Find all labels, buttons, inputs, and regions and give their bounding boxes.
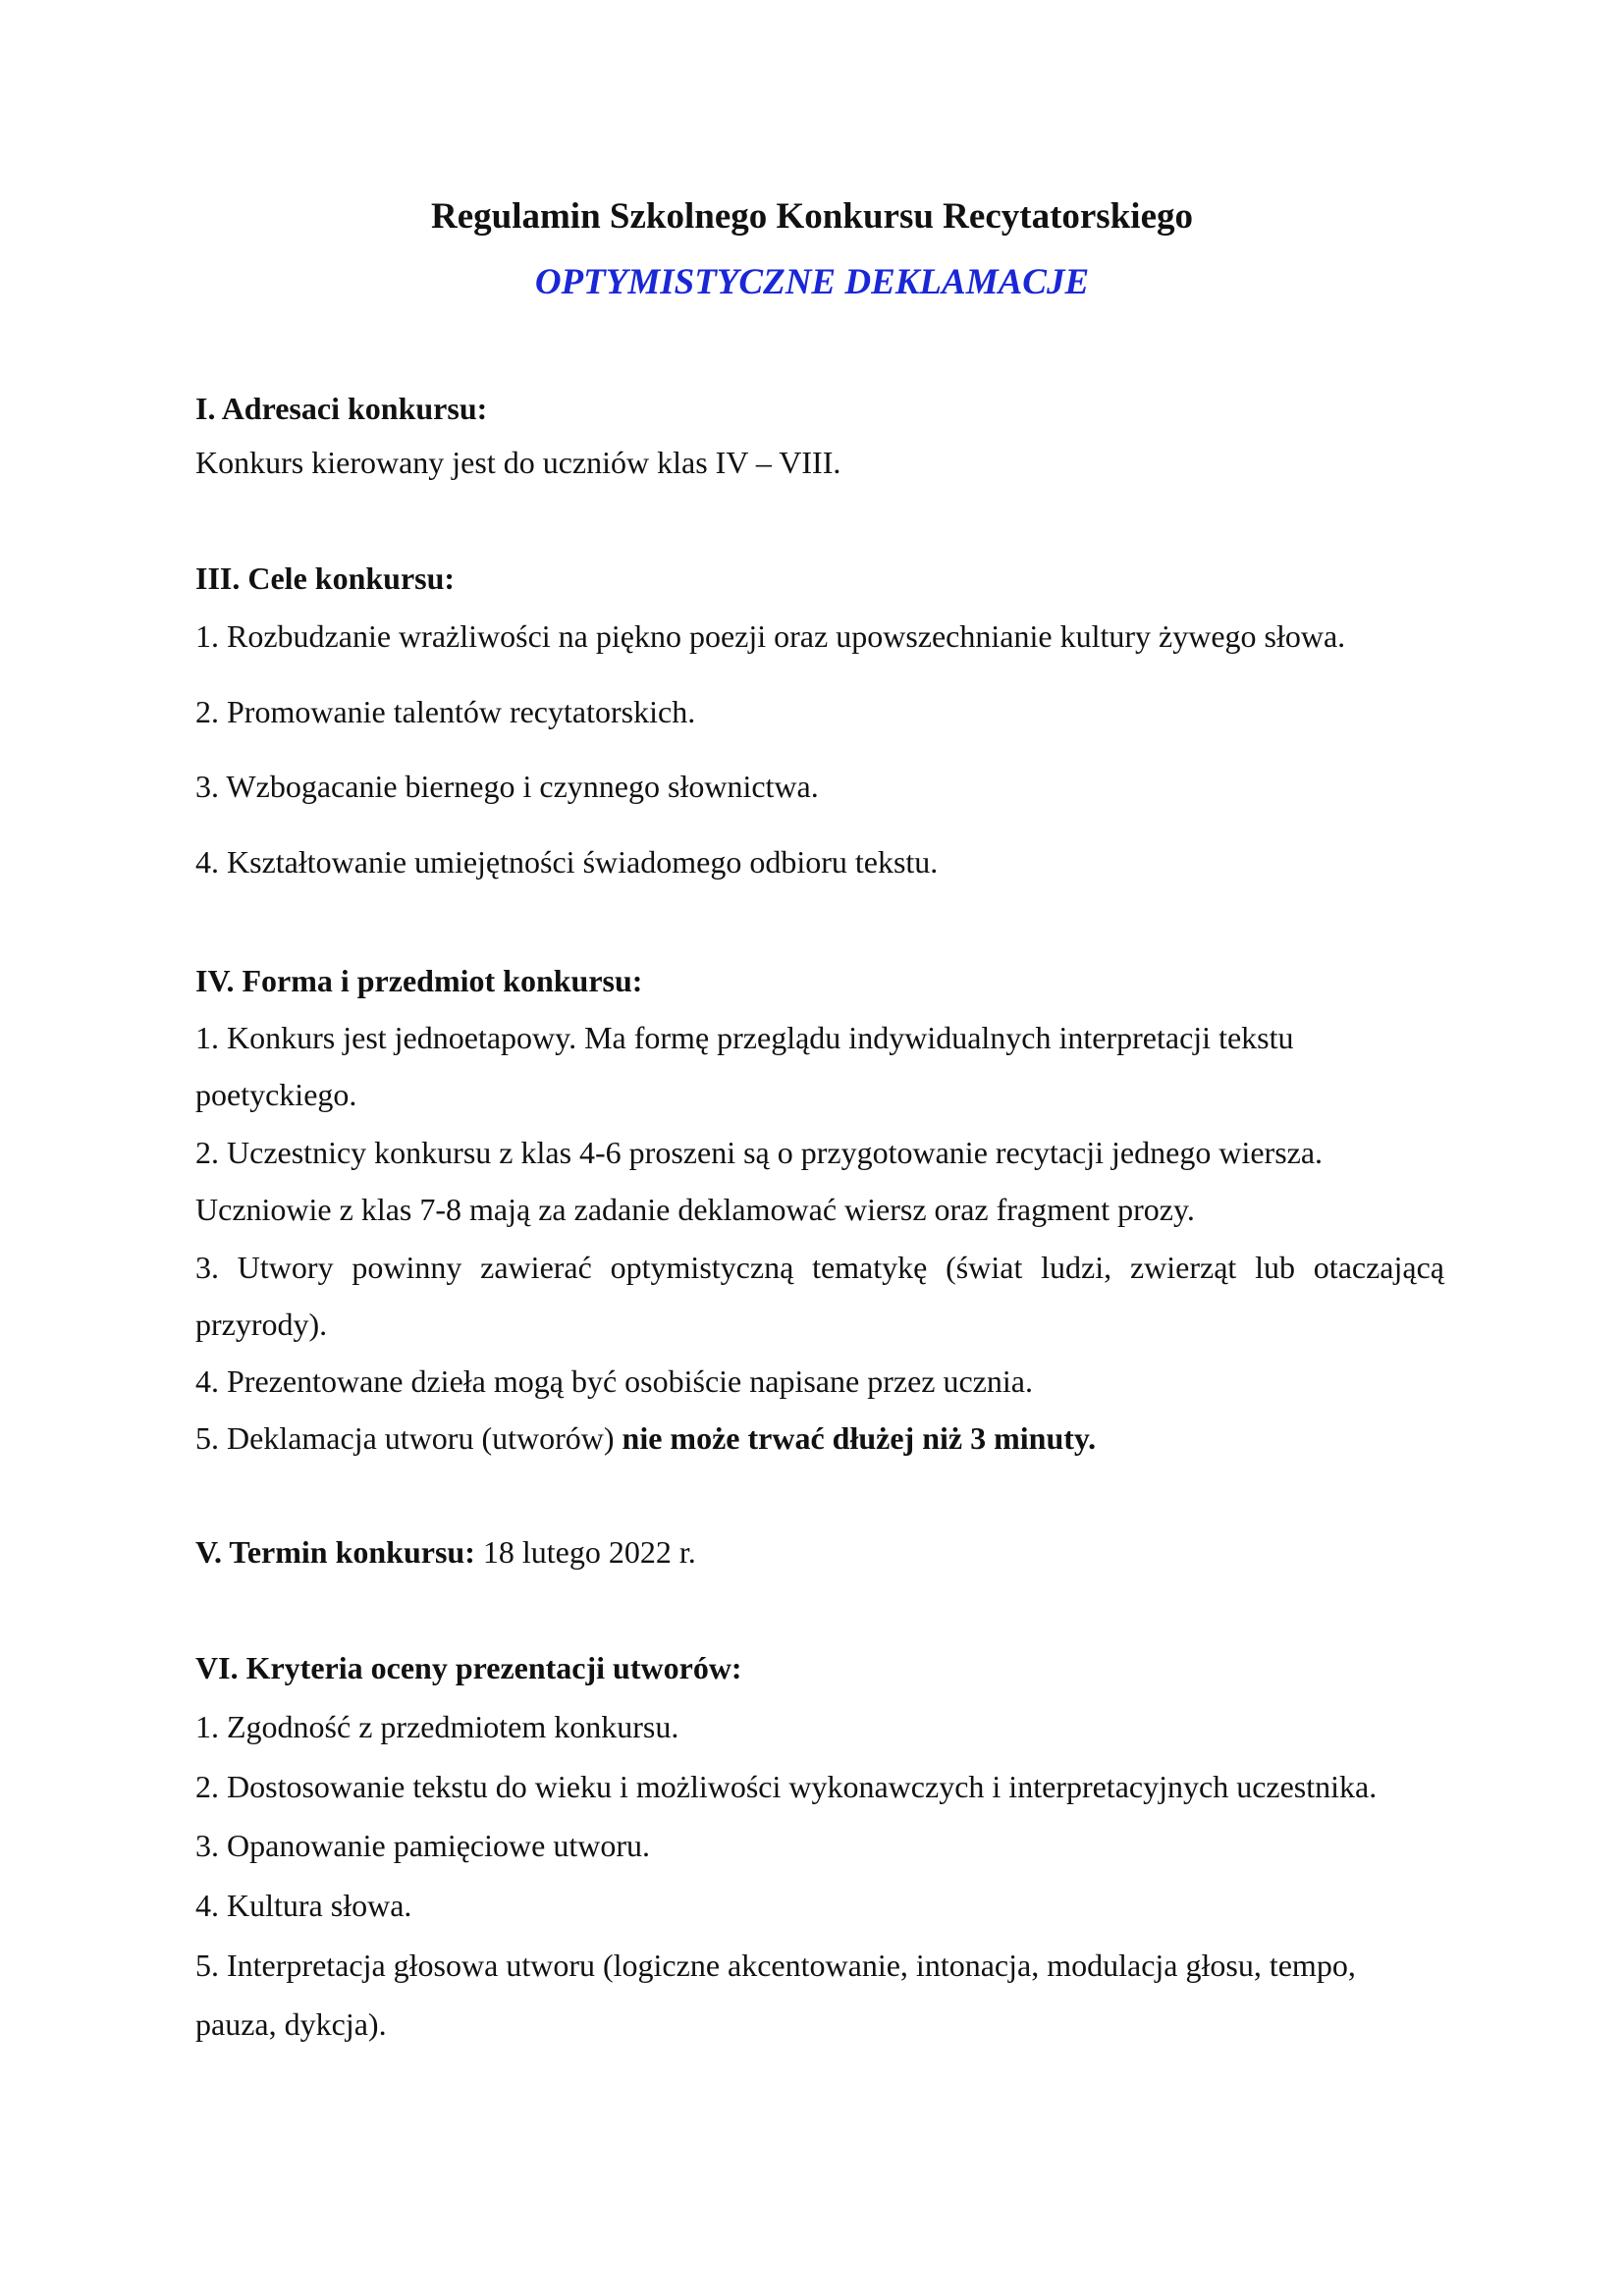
section-4-line: 2. Uczestnicy konkursu z klas 4-6 proszeni są o przygotowanie recytacji jednego wiersza. [195,1135,1324,1170]
section-6-line: pauza, dykcja). [195,2006,387,2042]
section-4-line: 4. Prezentowane dzieła mogą być osobiście napisane przez ucznia. [195,1363,1033,1399]
section-6-line: 1. Zgodność z przedmiotem konkursu. [195,1709,679,1744]
section-5-heading: V. Termin konkursu: [195,1534,475,1570]
section-4-line: Uczniowie z klas 7-8 mają za zadanie deklamować wiersz oraz fragment prozy. [195,1192,1195,1227]
section-6-heading: VI. Kryteria oceny prezentacji utworów: [195,1650,742,1685]
section-6-line: 2. Dostosowanie tekstu do wieku i możliwości wykonawczych i interpretacyjnych uczestnika. [195,1769,1378,1804]
section-4-line: 1. Konkurs jest jednoetapowy. Ma formę przeglądu indywidualnych interpretacji tekstu [195,1020,1294,1055]
section-3-item: 4. Kształtowanie umiejętności świadomego odbioru tekstu. [195,844,939,880]
section-4-line: przyrody). [195,1307,328,1342]
duration-lead: 5. Deklamacja utworu (utworów) [195,1420,623,1456]
section-4-line-duration [195,1416,1096,1460]
section-3-item: 3. Wzbogacanie biernego i czynnego słownictwa. [195,769,819,804]
section-6-line: 5. Interpretacja głosowa utworu (logiczne akcentowanie, intonacja, modulacja głosu, tempo, [195,1948,1356,1983]
section-3-heading: III. Cele konkursu: [195,561,456,596]
section-6-line: 3. Opanowanie pamięciowe utworu. [195,1828,650,1863]
duration-limit: nie może trwać dłużej niż 3 minuty. [622,1420,1097,1456]
section-1-text: Konkurs kierowany jest do uczniów klas IV – VIII. [195,445,841,480]
document-title: Regulamin Szkolnego Konkursu Recytatorskiego [430,196,1193,237]
section-5-line [195,1530,696,1574]
section-3-item: 2. Promowanie talentów recytatorskich. [195,694,696,729]
section-4-line: poetyckiego. [195,1077,357,1112]
section-5-date: 18 lutego 2022 r. [474,1534,696,1570]
section-3-item: 1. Rozbudzanie wrażliwości na piękno poezji oraz upowszechnianie kultury żywego słowa. [195,618,1346,654]
document-subtitle: OPTYMISTYCZNE DEKLAMACJE [534,262,1090,302]
section-1-heading: I. Adresaci konkursu: [195,391,488,426]
section-6-line: 4. Kultura słowa. [195,1888,412,1923]
section-4-line: 3. Utwory powinny zawierać optymistyczną tematykę (świat ludzi, zwierząt lub otaczającą [195,1250,1444,1285]
section-4-heading: IV. Forma i przedmiot konkursu: [195,963,643,998]
